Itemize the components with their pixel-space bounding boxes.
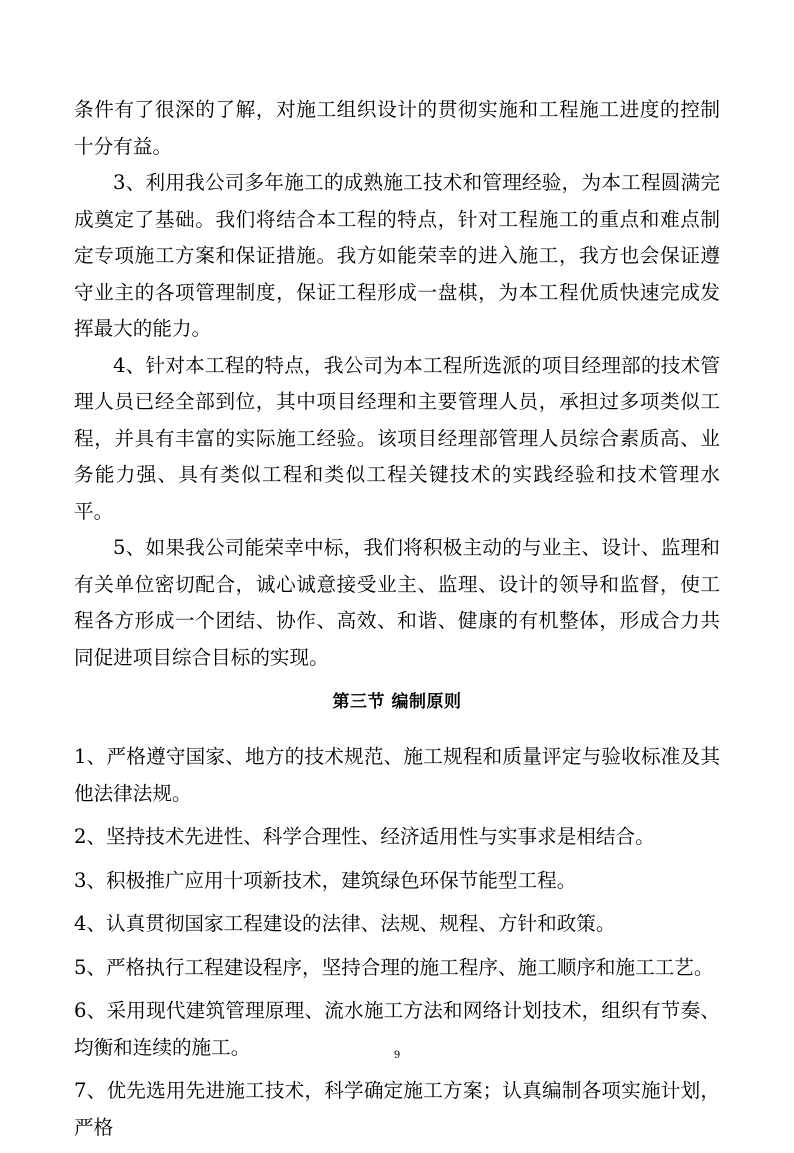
section-heading: 第三节 编制原则: [332, 692, 462, 712]
document-page: [74, 92, 720, 1153]
principle-item-1: 1、严格遵守国家、地方的技术规范、施工规程和质量评定与验收标准及其他法律法规。: [74, 745, 720, 805]
principle-item-7: 7、优先选用先进施工技术，科学确定施工方案；认真编制各项实施计划，严格: [74, 1079, 720, 1139]
principle-item-2: 2、坚持技术先进性、科学合理性、经济适用性与实事求是相结合。: [74, 825, 655, 848]
principle-item-3: 3、积极推广应用十项新技术，建筑绿色环保节能型工程。: [74, 868, 577, 892]
continuation-paragraph: 条件有了很深的了解，对施工组织设计的贯彻实施和工程施工进度的控制十分有益。: [74, 98, 720, 158]
advantage-paragraph-5: 5、如果我公司能荣幸中标，我们将积极主动的与业主、设计、监理和有关单位密切配合，诚心诚意接受业主、监理、设计的领导和监督，使工程各方形成一个团结、协作、高效、和谐、健康的有机整体，形成合力共同促进项目综合目标的实现。: [74, 536, 720, 669]
principle-item-5: 5、严格执行工程建设程序，坚持合理的施工程序、施工顺序和施工工艺。: [74, 955, 714, 979]
page-number: 9: [393, 1050, 401, 1061]
advantage-paragraph-3: 3、利用我公司多年施工的成熟施工技术和管理经验，为本工程圆满完成奠定了基础。我们将结合本工程的特点，针对工程施工的重点和难点制定专项施工方案和保证措施。我方如能荣幸的进入施工，我方也会保证遵守业主的各项管理制度，保证工程形成一盘棋，为本工程优质快速完成发挥最大的能力。: [74, 171, 720, 340]
advantage-paragraph-4: 4、针对本工程的特点，我公司为本工程所选派的项目经理部的技术管理人员已经全部到位，其中项目经理和主要管理人员，承担过多项类似工程，并具有丰富的实际施工经验。该项目经理部管理人员综合素质高、业务能力强、具有类似工程和类似工程关键技术的实践经验和技术管理水平。: [74, 353, 720, 523]
principles-list: [74, 739, 720, 1146]
principle-item-6: 6、采用现代建筑管理原理、流水施工方法和网络计划技术，组织有节奏、均衡和连续的施工。: [74, 999, 720, 1059]
principle-item-4: 4、认真贯彻国家工程建设的法律、法规、规程、方针和政策。: [74, 912, 616, 935]
